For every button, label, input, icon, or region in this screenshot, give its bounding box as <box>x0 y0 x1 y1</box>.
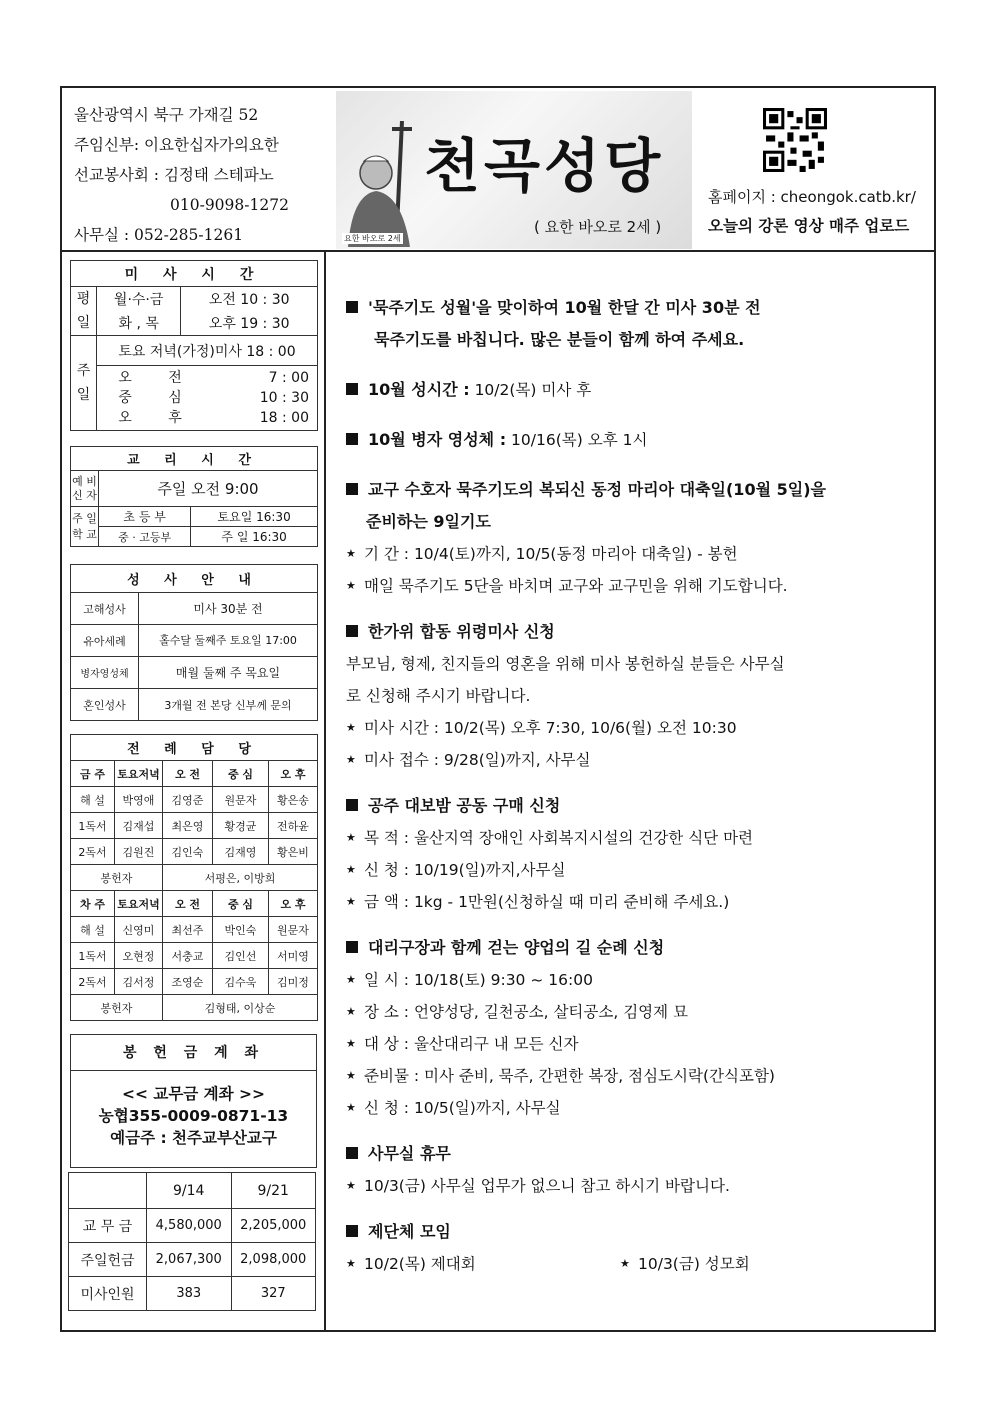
notice-groups <box>346 1216 926 1248</box>
feast-line-1: 교구 수호자 묵주기도의 복되신 동정 마리아 대축일(10월 5일)을 <box>368 480 826 499</box>
bullet-square-icon <box>346 433 358 445</box>
homepage-link[interactable]: 홈페이지 : cheongok.catb.kr/ <box>708 188 916 206</box>
sick-communion-label: 병자영성체 <box>71 657 139 689</box>
holy-hour-title: 10월 성시간 : <box>368 380 470 399</box>
chuseok-title: 한가위 합동 위령미사 신청 <box>368 622 555 641</box>
sunday-mass-1-a: 오 <box>118 370 132 386</box>
notice-office-closed <box>346 1138 926 1170</box>
cell: 최선주 <box>163 917 213 943</box>
cell: 서충교 <box>163 943 213 969</box>
account-number: 농협355-0009-0871-13 <box>98 1107 289 1125</box>
finance-date-1: 9/14 <box>147 1173 232 1209</box>
middle-high-label: 중 · 고등부 <box>99 527 191 547</box>
finance-label: 미사인원 <box>69 1277 147 1311</box>
catechism-title: 교 리 시 간 <box>71 447 318 471</box>
notice-feast <box>346 474 926 506</box>
sacraments-table <box>70 564 318 721</box>
this-week-offertory: 서평은, 이방희 <box>163 865 318 891</box>
sick-communion-info: 매월 둘째 주 목요일 <box>139 657 318 689</box>
weekday-days-1: 월·수·금 <box>97 287 181 312</box>
star-bullet-icon: ★ <box>346 1257 356 1270</box>
bullet-square-icon <box>346 301 358 313</box>
cell: 원문자 <box>269 917 318 943</box>
catechism-table <box>70 446 318 547</box>
sick-title: 10월 병자 영성체 : <box>368 430 507 449</box>
groups-item-1: 10/2(목) 제대회 <box>364 1255 476 1273</box>
cell: 박영애 <box>115 787 163 813</box>
weekday-time-1: 오전 10 : 30 <box>181 287 318 312</box>
infant-baptism-label: 유아세례 <box>71 625 139 657</box>
cell: 신영미 <box>115 917 163 943</box>
cell: 박인숙 <box>213 917 269 943</box>
this-week-header-4: 오 후 <box>269 761 318 787</box>
feast-item-2 <box>346 570 926 602</box>
star-bullet-icon: ★ <box>346 753 356 766</box>
sunday-mass-1-b: 전 <box>168 370 182 386</box>
church-info <box>74 100 289 250</box>
chestnut-item-2 <box>346 854 926 886</box>
groups-items <box>346 1248 926 1280</box>
this-week-header-0: 금 주 <box>71 761 115 787</box>
church-banner <box>336 91 692 249</box>
cell: 김인선 <box>213 943 269 969</box>
finance-value: 2,067,300 <box>147 1243 232 1277</box>
catechumen-time: 주일 오전 9:00 <box>99 471 318 507</box>
next-week-header-3: 중 심 <box>213 891 269 917</box>
cell: 황은비 <box>269 839 318 865</box>
chestnut-title: 공주 대보밤 공동 구매 신청 <box>368 796 561 815</box>
cell: 해 설 <box>71 787 115 813</box>
office-item-1 <box>346 1170 926 1202</box>
bullet-square-icon <box>346 799 358 811</box>
table-row <box>71 839 318 865</box>
star-bullet-icon: ★ <box>346 1069 356 1082</box>
pilgrimage-item-2 <box>346 996 926 1028</box>
finance-label: 교 무 금 <box>69 1209 147 1243</box>
sick-text: 10/16(목) 오후 1시 <box>506 431 648 449</box>
this-week-header-1: 토요저녁 <box>115 761 163 787</box>
next-week-offertory: 김형태, 이상순 <box>163 995 318 1021</box>
rosary-line-1: '묵주기도 성월'을 맞이하여 10월 한달 간 미사 30분 전 <box>368 298 761 317</box>
notice-pilgrimage <box>346 932 926 964</box>
pilgrimage-item-1-text: 일 시 : 10/18(토) 9:30 ~ 16:00 <box>364 971 593 989</box>
pilgrimage-title: 대리구장과 함께 걷는 양업의 길 순례 신청 <box>368 938 665 957</box>
elementary-label: 초 등 부 <box>99 507 191 527</box>
sunday-masses <box>97 366 318 431</box>
table-row <box>71 969 318 995</box>
sunday-mass-1-time: 7 : 00 <box>268 370 309 386</box>
feast-item-2-text: 매일 묵주기도 5단을 바치며 교구와 교구민을 위해 기도합니다. <box>364 577 788 595</box>
notice-chuseok <box>346 616 926 648</box>
bullet-square-icon <box>346 1147 358 1159</box>
bullet-square-icon <box>346 941 358 953</box>
bullet-square-icon <box>346 625 358 637</box>
cell: 해 설 <box>71 917 115 943</box>
cell: 김인숙 <box>163 839 213 865</box>
cell: 원문자 <box>213 787 269 813</box>
next-week-header-4: 오 후 <box>269 891 318 917</box>
pilgrimage-item-3 <box>346 1028 926 1060</box>
cell: 김서정 <box>115 969 163 995</box>
portrait-caption: 요한 바오로 2세 <box>344 234 401 243</box>
cell: 오현정 <box>115 943 163 969</box>
finance-table <box>68 1172 316 1311</box>
pilgrimage-item-2-text: 장 소 : 언양성당, 길천공소, 살티공소, 김영제 묘 <box>364 1003 689 1021</box>
chestnut-item-1-text: 목 적 : 울산지역 장애인 사회복지시설의 건강한 식단 마련 <box>364 829 754 847</box>
pilgrimage-item-5-text: 신 청 : 10/5(일)까지, 사무실 <box>364 1099 561 1117</box>
table-row <box>71 943 318 969</box>
chestnut-item-1 <box>346 822 926 854</box>
feast-item-1-text: 기 간 : 10/4(토)까지, 10/5(동정 마리아 대축일) - 봉헌 <box>364 545 738 563</box>
notices-column <box>326 252 934 1330</box>
liturgy-table <box>70 734 318 1021</box>
middle-high-time: 주 일 16:30 <box>191 527 318 547</box>
bulletin-frame <box>60 86 936 1332</box>
cell: 김재섭 <box>115 813 163 839</box>
table-row <box>69 1209 316 1243</box>
offering-account <box>70 1034 317 1168</box>
feast-line-2: 준비하는 9일기도 <box>366 512 491 531</box>
bullet-square-icon <box>346 483 358 495</box>
cell: 황은송 <box>269 787 318 813</box>
marriage-label: 혼인성사 <box>71 689 139 721</box>
notice-sick-communion <box>346 424 926 456</box>
notice-chestnut <box>346 790 926 822</box>
star-bullet-icon: ★ <box>346 863 356 876</box>
next-week-header-1: 토요저녁 <box>115 891 163 917</box>
star-bullet-icon: ★ <box>346 1179 356 1192</box>
cell: 2독서 <box>71 969 115 995</box>
bullet-square-icon <box>346 1225 358 1237</box>
cell: 황경균 <box>213 813 269 839</box>
confession-info: 미사 30분 전 <box>139 593 318 625</box>
cell: 최은영 <box>163 813 213 839</box>
cell: 조영순 <box>163 969 213 995</box>
sunday-mass-2-b: 심 <box>168 390 182 406</box>
next-week-offertory-label: 봉헌자 <box>71 995 163 1021</box>
chuseok-item-1 <box>346 712 926 744</box>
pope-portrait-icon <box>344 121 428 247</box>
sunday-mass-3-b: 후 <box>168 410 182 426</box>
bullet-square-icon <box>346 383 358 395</box>
sunday-mass-2-a: 중 <box>118 390 132 406</box>
star-bullet-icon: ★ <box>346 1037 356 1050</box>
marriage-info: 3개월 전 본당 신부께 문의 <box>139 689 318 721</box>
office-title: 사무실 휴무 <box>368 1144 451 1163</box>
groups-title: 제단체 모임 <box>368 1222 451 1241</box>
weekday-time-2: 오후 19 : 30 <box>181 311 318 336</box>
table-row <box>71 917 318 943</box>
table-row <box>69 1277 316 1311</box>
star-bullet-icon: ★ <box>346 579 356 592</box>
weekday-days-2: 화 , 목 <box>97 311 181 336</box>
patron-saint: ( 요한 바오로 2세 ) <box>534 218 662 236</box>
left-column <box>62 252 326 1330</box>
groups-item-2: 10/3(금) 성모회 <box>638 1255 750 1273</box>
this-week-offertory-label: 봉헌자 <box>71 865 163 891</box>
star-bullet-icon: ★ <box>346 1005 356 1018</box>
cell: 김영준 <box>163 787 213 813</box>
pilgrimage-item-3-text: 대 상 : 울산대리구 내 모든 신자 <box>364 1035 579 1053</box>
pilgrimage-item-5 <box>346 1092 926 1124</box>
finance-value: 383 <box>147 1277 232 1311</box>
cell: 1독서 <box>71 943 115 969</box>
finance-value: 2,205,000 <box>231 1209 316 1243</box>
confession-label: 고해성사 <box>71 593 139 625</box>
finance-corner <box>69 1173 147 1209</box>
finance-label: 주일헌금 <box>69 1243 147 1277</box>
star-bullet-icon: ★ <box>620 1257 630 1270</box>
next-week-header-0: 차 주 <box>71 891 115 917</box>
star-bullet-icon: ★ <box>346 973 356 986</box>
address: 울산광역시 북구 가재길 52 <box>74 106 259 124</box>
chestnut-item-3 <box>346 886 926 918</box>
office-item-1-text: 10/3(금) 사무실 업무가 없으니 참고 하시기 바랍니다. <box>364 1177 730 1195</box>
chuseok-item-1-text: 미사 시간 : 10/2(목) 오후 7:30, 10/6(월) 오전 10:30 <box>364 719 737 737</box>
star-bullet-icon: ★ <box>346 1101 356 1114</box>
liturgy-title: 전 례 담 당 <box>71 735 318 761</box>
catechumen-label: 예 비 신 자 <box>71 471 99 507</box>
finance-value: 4,580,000 <box>147 1209 232 1243</box>
chuseok-paragraph-2: 로 신청해 주시기 바랍니다. <box>346 687 531 705</box>
star-bullet-icon: ★ <box>346 547 356 560</box>
infant-baptism-info: 홀수달 둘째주 토요일 17:00 <box>139 625 318 657</box>
sunday-mass-3-a: 오 <box>118 410 132 426</box>
next-week-header-2: 오 전 <box>163 891 213 917</box>
notices-content <box>346 292 926 1280</box>
mass-schedule-table <box>70 260 318 431</box>
table-row <box>69 1243 316 1277</box>
cell: 김미정 <box>269 969 318 995</box>
sacraments-title: 성 사 안 내 <box>71 565 318 593</box>
account-holder: 예금주 : 천주교부산교구 <box>110 1129 277 1147</box>
cell: 김원진 <box>115 839 163 865</box>
sunday-label: 주일 <box>71 336 97 431</box>
cell: 전하윤 <box>269 813 318 839</box>
pilgrimage-item-4-text: 준비물 : 미사 준비, 묵주, 간편한 복장, 점심도시락(간식포함) <box>364 1067 775 1085</box>
table-row <box>71 787 318 813</box>
this-week-header-2: 오 전 <box>163 761 213 787</box>
cell: 김재영 <box>213 839 269 865</box>
finance-value: 2,098,000 <box>231 1243 316 1277</box>
sunday-school-label: 주 일 학 교 <box>71 507 99 547</box>
chuseok-item-2-text: 미사 접수 : 9/28(일)까지, 사무실 <box>364 751 591 769</box>
this-week-header-3: 중 심 <box>213 761 269 787</box>
saturday-eve-mass: 토요 저녁(가정)미사 18 : 00 <box>97 336 318 366</box>
cell: 2독서 <box>71 839 115 865</box>
sunday-mass-3-time: 18 : 00 <box>259 410 309 426</box>
notice-rosary <box>346 292 926 324</box>
table-row <box>71 813 318 839</box>
sunday-mass-2-time: 10 : 30 <box>259 390 309 406</box>
cell: 1독서 <box>71 813 115 839</box>
church-name: 천곡성당 <box>424 132 665 200</box>
finance-value: 327 <box>231 1277 316 1311</box>
cell: 서미영 <box>269 943 318 969</box>
offering-account-title: 봉 헌 금 계 좌 <box>71 1035 316 1071</box>
holy-hour-text: 10/2(목) 미사 후 <box>469 381 592 399</box>
office-phone: 사무실 : 052-285-1261 <box>74 226 244 244</box>
finance-date-2: 9/21 <box>231 1173 316 1209</box>
rosary-line-2: 묵주기도를 바칩니다. 많은 분들이 함께 하여 주세요. <box>374 330 745 349</box>
weekday-label: 평일 <box>71 287 97 336</box>
pilgrimage-item-1 <box>346 964 926 996</box>
star-bullet-icon: ★ <box>346 895 356 908</box>
pilgrimage-item-4 <box>346 1060 926 1092</box>
chuseok-item-2 <box>346 744 926 776</box>
cell: 김수욱 <box>213 969 269 995</box>
star-bullet-icon: ★ <box>346 721 356 734</box>
chuseok-paragraph-1: 부모님, 형제, 친지들의 영혼을 위해 미사 봉헌하실 분들은 사무실 <box>346 655 785 673</box>
mass-schedule-title: 미 사 시 간 <box>71 261 318 287</box>
chestnut-item-2-text: 신 청 : 10/19(일)까지,사무실 <box>364 861 566 879</box>
star-bullet-icon: ★ <box>346 831 356 844</box>
header <box>62 88 934 252</box>
notice-holy-hour <box>346 374 926 406</box>
elementary-time: 토요일 16:30 <box>191 507 318 527</box>
pastor: 주임신부: 이요한십자가의요한 <box>74 136 279 154</box>
missionary: 선교봉사회 : 김정태 스테파노 <box>74 166 274 184</box>
qr-code-icon[interactable] <box>763 108 827 172</box>
upload-note: 오늘의 강론 영상 매주 업로드 <box>708 217 910 235</box>
missionary-phone: 010-9098-1272 <box>170 196 289 214</box>
feast-item-1 <box>346 538 926 570</box>
chestnut-item-3-text: 금 액 : 1kg - 1만원(신청하실 때 미리 준비해 주세요.) <box>364 893 730 911</box>
account-heading: << 교무금 계좌 >> <box>121 1085 265 1103</box>
